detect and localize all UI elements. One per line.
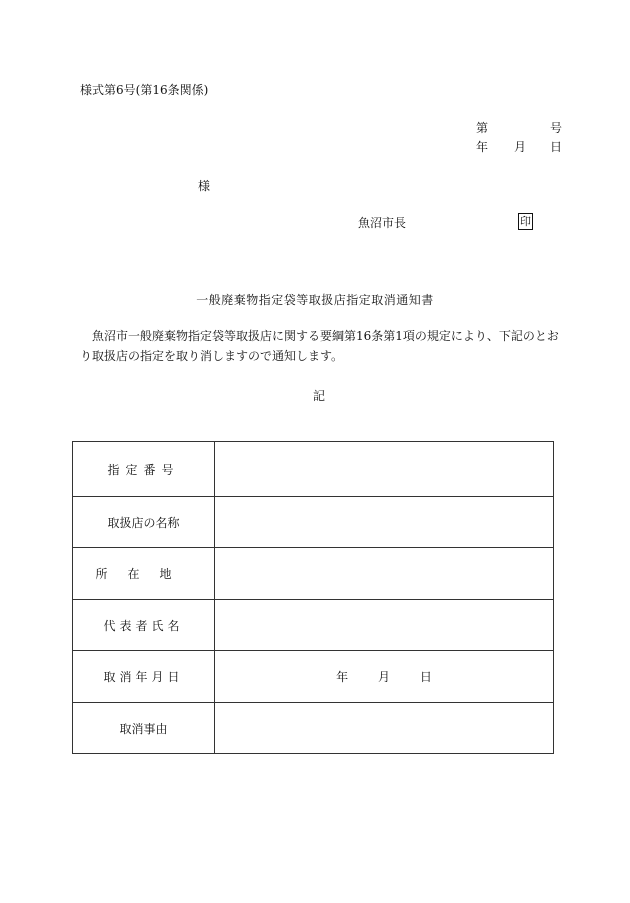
issue-date-year: 年 [476,140,489,154]
record-mark: 記 [312,389,325,403]
row-value-representative-name [215,600,554,651]
table-row [73,651,554,703]
row-label-cancellation-reason: 取消事由 [73,703,215,754]
form-number: 様式第6号(第16条関係) [80,83,209,97]
body-text: 魚沼市一般廃棄物指定袋等取扱店に関する要綱第16条第1項の規定により、下記のとおり取扱店の指定を取り消しますので通知します。 [80,329,559,363]
issue-date-day: 日 [550,140,563,154]
detail-table [72,441,554,754]
row-value-cancellation-date [215,651,554,703]
table-row [73,442,554,497]
document-number-suffix: 号 [550,121,563,135]
document-title: 一般廃棄物指定袋等取扱店指定取消通知書 [196,293,434,307]
table-row [73,497,554,548]
document-number-label: 第 [476,121,489,135]
row-value-cancellation-reason [215,703,554,754]
table-row [73,703,554,754]
table-row [73,548,554,600]
cancel-date-year: 年 [336,670,349,684]
row-label-designation-number: 指定番号 [73,442,215,497]
cancel-date-month: 月 [377,670,390,684]
row-value-store-name [215,497,554,548]
issue-date-month: 月 [514,140,527,154]
row-label-store-name: 取扱店の名称 [73,497,215,548]
row-value-designation-number [215,442,554,497]
row-value-address [215,548,554,600]
row-label-representative-name: 代表者氏名 [73,600,215,651]
issuer-name: 魚沼市長 [358,216,407,230]
table-row [73,600,554,651]
row-label-address: 所在地 [73,548,215,600]
seal-mark: 印 [520,215,531,228]
cancel-date-day: 日 [419,670,432,684]
recipient-honorific: 様 [198,179,211,193]
row-label-cancellation-date: 取消年月日 [73,651,215,703]
